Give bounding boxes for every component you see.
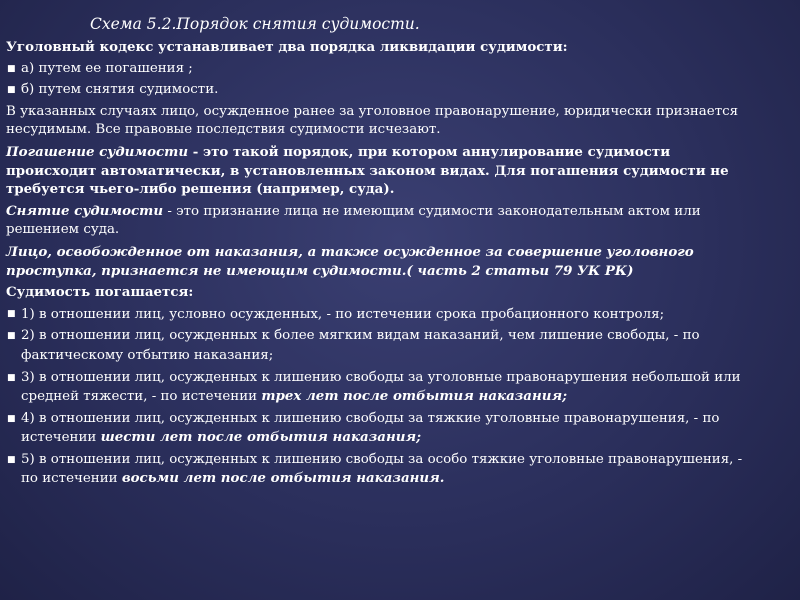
list-item bbox=[6, 60, 748, 79]
list-item bbox=[6, 410, 748, 448]
slide-content bbox=[6, 14, 748, 492]
bullet-icon: ■ bbox=[7, 413, 16, 424]
bullet-icon: ■ bbox=[7, 63, 16, 74]
term-snyatie: Снятие судимости bbox=[6, 202, 164, 219]
list-item-text: б) путем снятия судимости. bbox=[21, 82, 219, 98]
definition-snyatie: - это признание лица не имеющим судимости законодательным актом или решением суда. bbox=[6, 203, 701, 238]
list-item-text: 2) в отношении лиц, осужденных к более мягким видам наказаний, чем лишение свободы, - по фактическому отбытию наказания; bbox=[21, 328, 700, 363]
bullet-icon: ■ bbox=[7, 85, 16, 96]
slide-title: Схема 5.2.Порядок снятия судимости. bbox=[90, 15, 420, 33]
list-item bbox=[6, 81, 748, 100]
bullet-icon: ■ bbox=[7, 331, 16, 342]
paragraph-pogashenie bbox=[6, 143, 748, 199]
bullet-icon: ■ bbox=[7, 372, 16, 383]
list-item bbox=[6, 369, 748, 407]
list-item-text: а) путем ее погашения ; bbox=[21, 60, 193, 76]
bullet-icon: ■ bbox=[7, 454, 16, 465]
section-heading: Судимость погашается: bbox=[6, 284, 194, 301]
paragraph-consequences: В указанных случаях лицо, осужденное ранее за уголовное правонарушение, юридически признается несудимым. Все правовые последствия судимости исчезают. bbox=[6, 103, 739, 138]
list-item-emphasis: шести лет после отбытия наказания; bbox=[100, 429, 422, 446]
list-item bbox=[6, 305, 748, 325]
bullet-icon: ■ bbox=[7, 308, 16, 319]
list-item-text: 5) в отношении лиц, осужденных к лишению свободы за особо тяжкие уголовные правонарушения, - по истечении bbox=[21, 451, 743, 487]
list-item-emphasis: восьми лет после отбытия наказания. bbox=[121, 470, 445, 487]
intro-text: Уголовный кодекс устанавливает два порядка ликвидации судимости: bbox=[6, 39, 568, 55]
definition-pogashenie: - это такой порядок, при котором аннулирование судимости происходит автоматически, в установленных законом видах. Для погашения судимости не требуется чьего-либо решения (например, суда). bbox=[6, 143, 729, 198]
paragraph-snyatie bbox=[6, 202, 748, 240]
list-item bbox=[6, 451, 748, 489]
list-item-text: 4) в отношении лиц, осужденных к лишению свободы за тяжкие уголовные правонарушения, - по истечении bbox=[21, 410, 720, 446]
term-pogashenie: Погашение судимости bbox=[6, 143, 189, 160]
list-item bbox=[6, 327, 748, 365]
list-item-text: 1) в отношении лиц, условно осужденных, - по истечении срока пробационного контроля; bbox=[21, 306, 665, 322]
list-item-emphasis: трех лет после отбытия наказания; bbox=[261, 388, 568, 405]
list-item-text: 3) в отношении лиц, осужденных к лишению свободы за уголовные правонарушения небольшой или средней тяжести, - по истечении bbox=[21, 369, 741, 405]
paragraph-released: Лицо, освобожденное от наказания, а также осужденное за совершение уголовного проступка, признается не имеющим судимости.( часть 2 статьи 79 УК РК) bbox=[6, 243, 694, 279]
